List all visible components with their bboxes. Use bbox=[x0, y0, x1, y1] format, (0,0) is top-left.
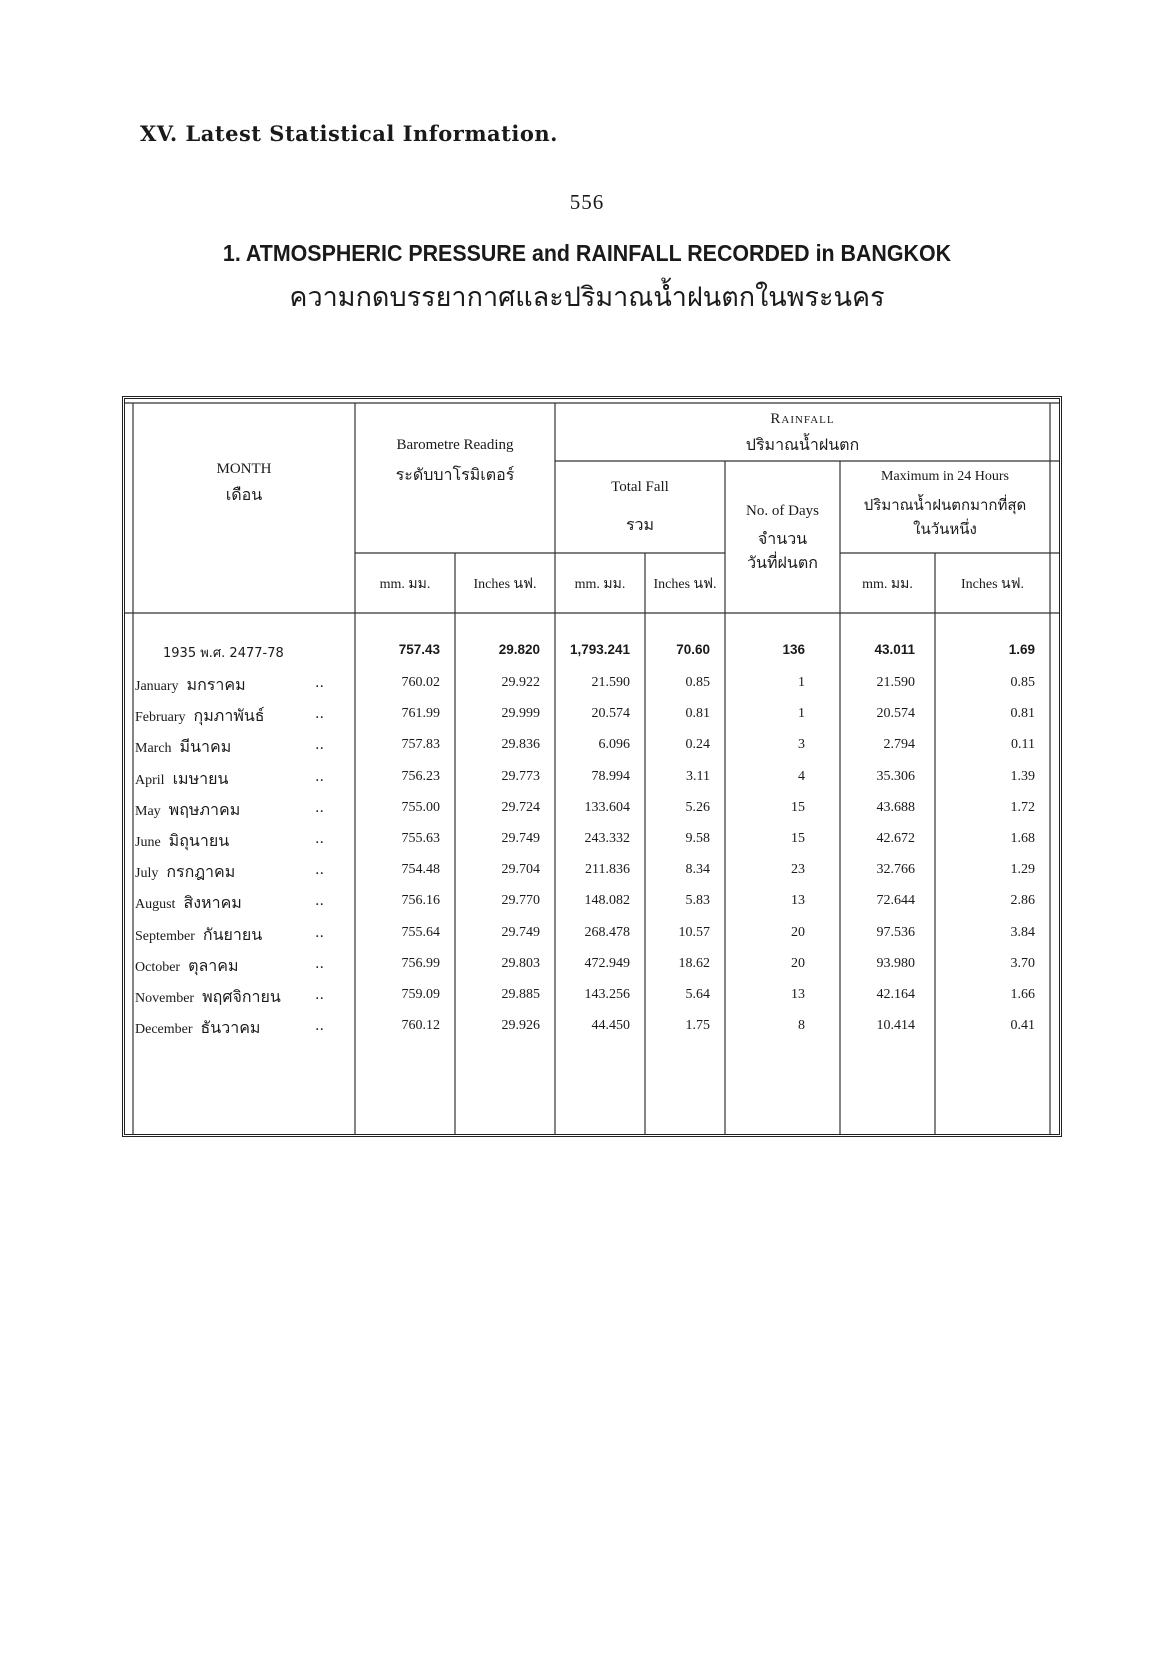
barometre-inches-cell: 29.773 bbox=[501, 768, 540, 784]
max-24h-mm-cell: 32.766 bbox=[876, 862, 915, 878]
leader-dots: .. bbox=[315, 987, 324, 1003]
total-fall-mm-cell: 21.590 bbox=[591, 675, 630, 690]
month-header: MONTH bbox=[216, 461, 272, 477]
rain-days-cell: 15 bbox=[791, 799, 805, 815]
month-name-english: June bbox=[135, 835, 161, 850]
month-label bbox=[135, 767, 228, 792]
max-24h-header-thai-line2: ในวันหนึ่ง bbox=[913, 520, 977, 538]
leader-dots: .. bbox=[315, 706, 324, 723]
max-24h-inches-cell: 0.81 bbox=[1010, 706, 1035, 722]
barometre-mm-cell: 756.16 bbox=[401, 893, 440, 909]
max-24h-mm-cell: 93.980 bbox=[876, 955, 915, 971]
barometre-mm-cell: 759.09 bbox=[401, 987, 440, 1002]
barometre-mm-cell: 755.63 bbox=[401, 831, 440, 846]
annual-total-fall-inches-cell: 70.60 bbox=[676, 642, 710, 657]
barometre-inches-cell: 29.749 bbox=[501, 924, 540, 940]
leader-dots: .. bbox=[315, 737, 324, 754]
annual-total-label: 1935 พ.ศ. 2477-78 bbox=[163, 646, 284, 661]
total-fall-inches-cell: 5.83 bbox=[685, 893, 710, 909]
barometre-inches-cell: 29.803 bbox=[501, 955, 540, 971]
barometre-mm-cell: 760.02 bbox=[401, 675, 440, 690]
month-label bbox=[135, 798, 240, 823]
month-name-thai: สิงหาคม bbox=[183, 893, 242, 913]
barometre-inches-cell: 29.724 bbox=[501, 799, 540, 815]
barometre-mm-cell: 756.99 bbox=[401, 955, 440, 971]
page-number: 556 bbox=[569, 190, 605, 214]
max-24h-header-thai-line1: ปริมาณน้ำฝนตกมากที่สุด bbox=[863, 496, 1027, 514]
table-title-english: 1. ATMOSPHERIC PRESSURE and RAINFALL RECORDED in BANGKOK bbox=[222, 240, 952, 266]
max-mm-unit: mm. มม. bbox=[862, 577, 913, 592]
annual-barometre-inches-cell: 29.820 bbox=[498, 642, 540, 657]
month-name-english: January bbox=[135, 679, 179, 694]
barometre-mm-cell: 761.99 bbox=[401, 706, 440, 722]
annual-rain-days-cell: 136 bbox=[782, 642, 805, 657]
days-header-thai-line1: จำนวน bbox=[757, 529, 808, 548]
rain-days-cell: 20 bbox=[791, 955, 805, 971]
total-fall-mm-cell: 133.604 bbox=[584, 799, 630, 815]
month-name-thai: มิถุนายน bbox=[168, 831, 230, 850]
month-name-english: July bbox=[135, 866, 159, 882]
month-name-english: May bbox=[135, 803, 161, 819]
max-24h-inches-cell: 1.39 bbox=[1010, 768, 1035, 784]
month-name-thai: มกราคม bbox=[186, 675, 246, 694]
leader-dots: .. bbox=[315, 955, 324, 972]
barometre-inches-cell: 29.885 bbox=[501, 987, 540, 1002]
baro-inches-unit: Inches นฟ. bbox=[473, 577, 537, 592]
max-24h-inches-cell: 0.11 bbox=[1011, 737, 1035, 753]
month-label bbox=[135, 673, 246, 698]
annual-max-24h-mm-cell: 43.011 bbox=[874, 642, 915, 657]
month-label bbox=[135, 735, 231, 760]
barometre-mm-cell: 756.23 bbox=[401, 768, 440, 784]
max-24h-mm-cell: 35.306 bbox=[876, 768, 915, 784]
max-24h-inches-cell: 0.85 bbox=[1010, 675, 1035, 690]
max-24h-mm-cell: 42.164 bbox=[876, 987, 915, 1002]
max-24h-inches-cell: 1.72 bbox=[1010, 799, 1035, 815]
leader-dots: .. bbox=[315, 675, 324, 691]
leader-dots: .. bbox=[315, 893, 324, 910]
barometre-mm-cell: 755.00 bbox=[401, 799, 440, 815]
total-fall-header: Total Fall bbox=[611, 479, 669, 495]
month-name-english: December bbox=[135, 1022, 193, 1038]
max-24h-inches-cell: 0.41 bbox=[1010, 1018, 1035, 1034]
month-label bbox=[135, 891, 242, 916]
max-24h-inches-cell: 3.84 bbox=[1010, 924, 1035, 940]
total-fall-mm-cell: 6.096 bbox=[598, 737, 630, 753]
rain-days-cell: 15 bbox=[791, 831, 805, 846]
total-fall-inches-cell: 0.85 bbox=[685, 675, 710, 690]
month-label bbox=[135, 829, 229, 854]
total-fall-inches-cell: 10.57 bbox=[678, 924, 710, 940]
total-fall-inches-cell: 5.26 bbox=[685, 799, 710, 815]
barometre-inches-cell: 29.922 bbox=[501, 675, 540, 690]
barometre-inches-cell: 29.770 bbox=[501, 893, 540, 909]
rain-days-cell: 13 bbox=[791, 987, 805, 1002]
month-name-thai: กรกฎาคม bbox=[166, 862, 236, 882]
barometre-header: Barometre Reading bbox=[396, 437, 514, 453]
total-fall-inches-cell: 1.75 bbox=[685, 1018, 710, 1034]
barometre-inches-cell: 29.999 bbox=[501, 706, 540, 722]
leader-dots: .. bbox=[315, 1018, 324, 1035]
total-fall-inches-cell: 18.62 bbox=[678, 955, 710, 971]
month-label bbox=[135, 923, 262, 948]
leader-dots: .. bbox=[315, 799, 324, 816]
month-label bbox=[135, 1016, 260, 1041]
max-24h-mm-cell: 2.794 bbox=[883, 737, 915, 753]
month-name-thai: พฤษภาคม bbox=[168, 799, 241, 819]
rain-days-cell: 20 bbox=[791, 924, 805, 940]
annual-total-fall-mm-cell: 1,793.241 bbox=[569, 642, 630, 657]
max-24h-inches-cell: 1.66 bbox=[1010, 987, 1035, 1002]
max-24h-inches-cell: 2.86 bbox=[1010, 893, 1035, 909]
barometre-inches-cell: 29.749 bbox=[501, 831, 540, 846]
days-header: No. of Days bbox=[746, 503, 819, 519]
month-name-english: February bbox=[135, 710, 186, 726]
annual-barometre-mm-cell: 757.43 bbox=[398, 642, 440, 657]
barometre-inches-cell: 29.704 bbox=[501, 862, 540, 878]
barometre-mm-cell: 757.83 bbox=[401, 737, 440, 753]
rain-days-cell: 23 bbox=[791, 862, 805, 878]
total-fall-mm-cell: 472.949 bbox=[584, 955, 630, 971]
total-fall-mm-cell: 44.450 bbox=[591, 1018, 630, 1034]
leader-dots: .. bbox=[315, 924, 324, 941]
table-title-thai: ความกดบรรยากาศและปริมาณน้ำฝนตกในพระนคร bbox=[289, 282, 885, 313]
barometre-mm-cell: 754.48 bbox=[401, 862, 440, 878]
baro-mm-unit: mm. มม. bbox=[379, 577, 431, 592]
section-heading: XV. Latest Statistical Information. bbox=[140, 121, 558, 146]
max-24h-mm-cell: 42.672 bbox=[876, 831, 915, 846]
max-24h-mm-cell: 97.536 bbox=[876, 924, 915, 940]
total-fall-mm-cell: 243.332 bbox=[584, 831, 630, 846]
rainfall-header-thai: ปริมาณน้ำฝนตก bbox=[745, 435, 860, 454]
month-name-thai: เมษายน bbox=[172, 768, 229, 788]
total-fall-mm-cell: 148.082 bbox=[584, 893, 630, 909]
total-fall-inches-cell: 0.24 bbox=[685, 737, 710, 753]
barometre-inches-cell: 29.926 bbox=[501, 1018, 540, 1034]
month-header-thai: เดือน bbox=[225, 485, 263, 504]
month-name-english: August bbox=[135, 897, 176, 913]
max-24h-mm-cell: 20.574 bbox=[876, 706, 915, 722]
max-24h-inches-cell: 3.70 bbox=[1010, 955, 1035, 971]
month-name-thai: ธันวาคม bbox=[200, 1018, 261, 1038]
max-24h-mm-cell: 43.688 bbox=[876, 799, 915, 815]
leader-dots: .. bbox=[315, 862, 324, 879]
total-fall-inches-cell: 0.81 bbox=[685, 706, 710, 722]
rainfall-header: Rainfall bbox=[770, 411, 835, 427]
month-label bbox=[135, 860, 235, 885]
month-name-thai: พฤศจิกายน bbox=[202, 987, 281, 1006]
month-name-english: April bbox=[135, 772, 165, 788]
month-name-thai: กุมภาพันธ์ bbox=[193, 706, 265, 726]
barometre-mm-cell: 760.12 bbox=[401, 1018, 440, 1034]
statistics-table bbox=[122, 396, 1062, 1137]
barometre-header-thai: ระดับบาโรมิเตอร์ bbox=[395, 465, 515, 484]
max-24h-inches-cell: 1.29 bbox=[1010, 862, 1035, 878]
annual-max-24h-inches-cell: 1.69 bbox=[1008, 642, 1035, 657]
max-24h-mm-cell: 10.414 bbox=[876, 1018, 915, 1034]
barometre-inches-cell: 29.836 bbox=[501, 737, 540, 753]
total-mm-unit: mm. มม. bbox=[574, 577, 626, 592]
total-fall-inches-cell: 9.58 bbox=[685, 831, 710, 846]
month-label bbox=[135, 985, 281, 1010]
total-fall-mm-cell: 268.478 bbox=[584, 924, 630, 940]
days-header-thai-line2: วันที่ฝนตก bbox=[747, 553, 818, 572]
total-fall-inches-cell: 5.64 bbox=[685, 987, 710, 1002]
month-name-thai: มีนาคม bbox=[179, 737, 232, 757]
month-name-english: September bbox=[135, 928, 195, 944]
rain-days-cell: 3 bbox=[798, 737, 805, 753]
month-label bbox=[135, 704, 265, 729]
month-label bbox=[135, 954, 239, 979]
month-name-thai: ตุลาคม bbox=[188, 955, 239, 975]
max-24h-inches-cell: 1.68 bbox=[1010, 831, 1035, 846]
leader-dots: .. bbox=[315, 831, 324, 847]
rain-days-cell: 1 bbox=[798, 675, 805, 690]
max-24h-mm-cell: 21.590 bbox=[876, 675, 915, 690]
total-fall-inches-cell: 8.34 bbox=[685, 862, 710, 878]
month-name-english: March bbox=[135, 741, 172, 757]
total-fall-mm-cell: 211.836 bbox=[585, 862, 630, 878]
rain-days-cell: 8 bbox=[798, 1018, 805, 1034]
barometre-mm-cell: 755.64 bbox=[401, 924, 440, 940]
max-24h-header: Maximum in 24 Hours bbox=[881, 469, 1009, 484]
leader-dots: .. bbox=[315, 768, 324, 785]
month-name-english: November bbox=[135, 991, 195, 1006]
max-24h-mm-cell: 72.644 bbox=[876, 893, 915, 909]
total-fall-mm-cell: 78.994 bbox=[591, 768, 630, 784]
total-fall-header-thai: รวม bbox=[625, 515, 655, 534]
month-name-english: October bbox=[135, 959, 181, 975]
rain-days-cell: 1 bbox=[798, 706, 805, 722]
max-inches-unit: Inches นฟ. bbox=[960, 577, 1025, 592]
rain-days-cell: 13 bbox=[791, 893, 805, 909]
total-inches-unit: Inches นฟ. bbox=[653, 577, 717, 592]
total-fall-mm-cell: 20.574 bbox=[591, 706, 630, 722]
rain-days-cell: 4 bbox=[798, 768, 805, 784]
month-name-thai: กันยายน bbox=[202, 924, 263, 944]
total-fall-mm-cell: 143.256 bbox=[584, 987, 630, 1002]
total-fall-inches-cell: 3.11 bbox=[686, 768, 710, 784]
